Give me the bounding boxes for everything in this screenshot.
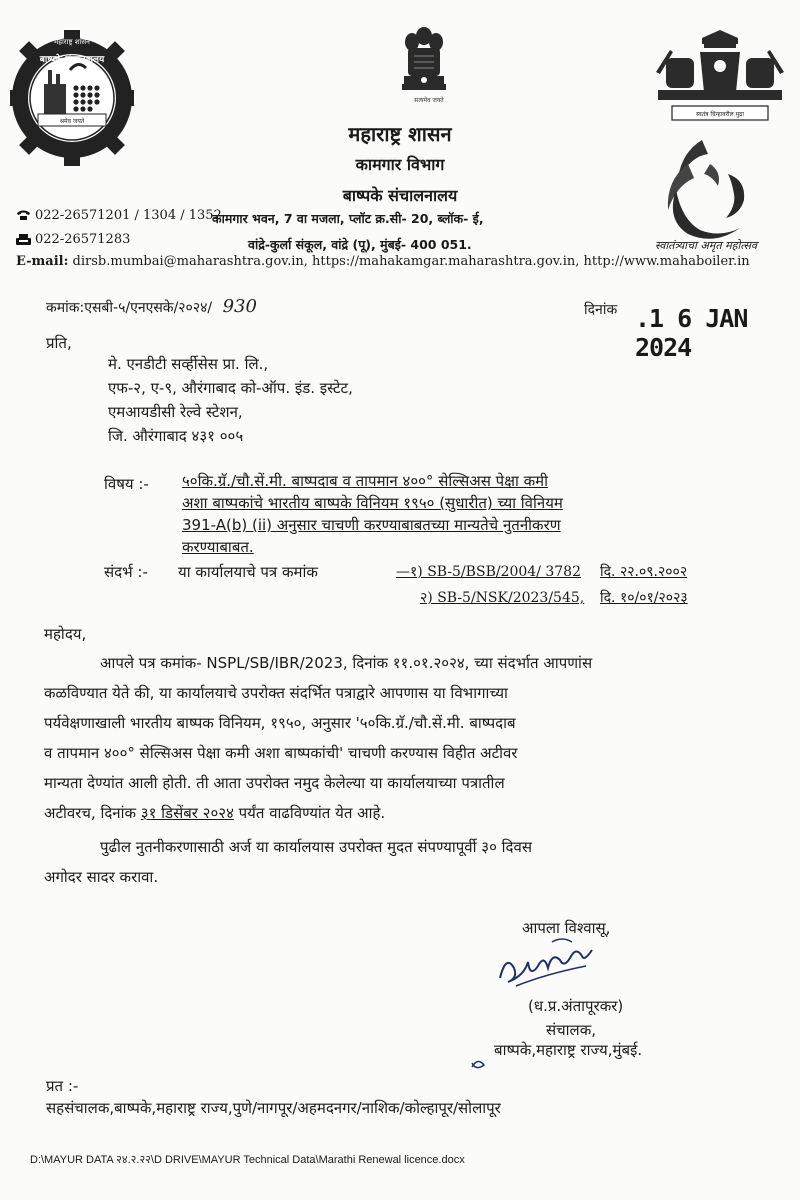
subject-label: विषय :- — [104, 475, 149, 493]
date-label: दिनांक — [584, 302, 618, 318]
email-line — [16, 254, 750, 269]
email-label: E-mail: — [16, 254, 69, 269]
recipient-line: एफ-२, ए-९, औरंगाबाद को-ऑप. इंड. इस्टेट, — [108, 379, 353, 397]
reference-2-number: २) SB-5/NSK/2023/545, — [420, 590, 585, 606]
para2-line: अगोदर सादर करावा. — [44, 868, 159, 886]
directorate-logo — [8, 22, 136, 174]
extension-date: ३१ डिसेंबर २०२४ — [140, 804, 234, 822]
designation: संचालक, — [546, 1021, 597, 1039]
royal-seal-logo — [652, 28, 788, 126]
phone-line — [16, 208, 222, 223]
recipient-line: एमआयडीसी रेल्वे स्टेशन, — [108, 403, 243, 421]
reference-text: कमांक:एसबी-५/एनएसके/२०२४/ — [46, 300, 213, 316]
recipient-address — [108, 352, 353, 448]
date-stamp: .1 6 JAN 2024 — [635, 304, 748, 362]
reference-2-date: दि. १०/०१/२०२३ — [600, 590, 688, 606]
closing: आपला विश्वासू, — [522, 919, 611, 937]
signatory-name: (ध.प्र.अंतापूरकर) — [528, 997, 624, 1015]
reference-1-date: दि. २२.०९.२००२ — [600, 564, 688, 580]
recipient-line: मे. एनडीटी सर्व्हीसेस प्रा. लि., — [108, 355, 269, 373]
paragraph-2 — [44, 832, 784, 892]
reference-intro: या कार्यालयाचे पत्र कमांक — [178, 563, 318, 581]
subject-line: ५०कि.ग्रॅ./चौ.सें.मी. बाष्पदाब व तापमान ४००° सेल्सिअस पेक्षा कमी — [182, 472, 548, 490]
department-title: कामगार विभाग — [355, 155, 445, 174]
address-line-1: कामगार भवन, 7 वा मजला, प्लॉट क्र.सी- 20, ब्लॉक- ई, — [212, 211, 484, 226]
paragraph-1 — [44, 648, 784, 828]
para1-l6-pre: अटीवरच, दिनांक — [44, 804, 141, 822]
document-file-path: D:\MAYUR DATA २४.२.२२\D DRIVE\MAYUR Technical Data\Marathi Renewal licence.docx — [30, 1154, 465, 1166]
pen-mark — [470, 1056, 490, 1075]
government-title: महाराष्ट्र शासन — [348, 122, 452, 146]
address-line-2: वांद्रे-कुर्ला संकूल, वांद्रे (पू), मुंबई- 400 051. — [248, 237, 472, 252]
prati-label: प्रति, — [46, 334, 72, 352]
office: बाष्पके,महाराष्ट्र राज्य,मुंबई. — [494, 1041, 643, 1059]
reference-label: संदर्भ :- — [104, 563, 148, 581]
subject-text — [182, 470, 563, 558]
subject-line: करण्याबाबत. — [182, 538, 254, 556]
motto-text: श्रमेव जयते — [59, 118, 85, 125]
seal-caption: स्वतंत्र चिन्हावरील मुद्रा — [696, 111, 744, 118]
reference-1-number: —१) SB-5/BSB/2004/ 3782 — [396, 564, 581, 580]
recipient-line: जि. औरंगाबाद ४३१ ००५ — [108, 427, 244, 445]
reference-number — [46, 296, 257, 317]
fax-line — [16, 232, 130, 247]
subject-line: अशा बाष्पकांचे भारतीय बाष्पके विनियम १९५० (सुधारीत) च्या विनियम — [182, 494, 563, 512]
subject-line: 391-A(b) (ii) अनुसार चाचणी करण्याबाबतच्या मान्यतेचे नुतनीकरण — [182, 516, 561, 534]
para1-line: पर्यवेक्षणाखाली भारतीय बाष्पक विनियम, १९५०, अनुसार '५०कि.ग्रॅ./चौ.सें.मी. बाष्पदाब — [44, 714, 516, 732]
para1-line — [44, 798, 784, 828]
handwritten-number: 930 — [222, 296, 257, 317]
ring-text: बाष्पके संचालनालय — [39, 55, 105, 65]
fax-number: 022-26571283 — [35, 232, 131, 247]
para1-l6-post: पर्यंत वाढविण्यांत येत आहे. — [233, 804, 386, 822]
para2-line: पुढील नुतनीकरणासाठी अर्ज या कार्यालयास उपरोक्त मुदत संपण्यापूर्वी ३० दिवस — [100, 838, 532, 856]
para1-line: आपले पत्र कमांक- NSPL/SB/IBR/2023, दिनांक ११.०१.२०२४, च्या संदर्भात आपणांस — [100, 654, 593, 672]
para1-line: कळविण्यात येते की, या कार्यालयाचे उपरोक्त संदर्भित पत्राद्वारे आपणास या विभागाच्या — [44, 684, 508, 702]
directorate-title: बाष्पके संचालनालय — [342, 186, 458, 205]
email-and-websites[interactable]: dirsb.mumbai@maharashtra.gov.in, https://mahakamgar.maharashtra.gov.in, http://www.mahaboiler.in — [72, 254, 750, 269]
para1-line: व तापमान ४००° सेल्सिअस पेक्षा कमी अशा बाष्पकांची' चाचणी करण्यास विहीत अटीवर — [44, 744, 518, 762]
copy-recipients: सहसंचालक,बाष्पके,महाराष्ट्र राज्य,पुणे/नागपूर/अहमदनगर/नाशिक/कोल्हापूर/सोलापूर — [46, 1099, 501, 1117]
mahotsav-caption: स्वातंत्र्याचा अमृत महोत्सव — [654, 239, 758, 252]
phone-number: 022-26571201 / 1304 / 1352 — [35, 208, 222, 223]
fax-icon — [16, 234, 31, 245]
handwritten-signature — [492, 936, 612, 1000]
emblem-caption: सत्यमेव जयते — [414, 97, 444, 104]
salutation: महोदय, — [44, 625, 87, 643]
para1-line: मान्यता देण्यांत आली होती. ती आता उपरोक्त नमुद केलेल्या या कार्यालयाच्या पत्रातील — [44, 774, 505, 792]
copy-label: प्रत :- — [46, 1077, 79, 1095]
top-text: महाराष्ट्र शासन — [54, 38, 90, 46]
telephone-icon — [16, 210, 31, 221]
